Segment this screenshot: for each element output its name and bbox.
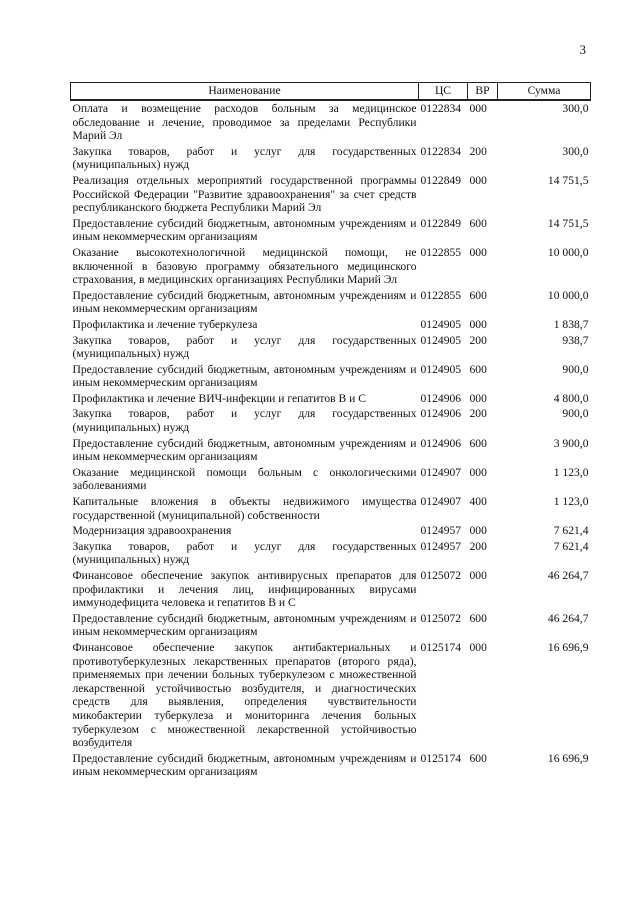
table-row <box>71 436 591 465</box>
row-sum: 16 696,9 <box>547 640 589 654</box>
row-vr: 000 <box>469 245 487 259</box>
row-cs: 0122855 <box>420 288 462 302</box>
row-sum: 10 000,0 <box>547 288 589 302</box>
row-vr: 200 <box>469 539 487 553</box>
table-row <box>71 523 591 539</box>
page-number: 3 <box>579 42 586 57</box>
row-vr: 200 <box>469 407 487 421</box>
row-sum: 16 696,9 <box>547 751 589 765</box>
table-row <box>71 362 591 391</box>
table-row <box>71 317 591 333</box>
row-vr: 600 <box>469 362 487 376</box>
row-vr: 000 <box>469 569 487 582</box>
row-cs: 0124906 <box>420 391 462 405</box>
row-cs: 0124957 <box>420 524 462 538</box>
row-sum: 10 000,0 <box>547 245 589 259</box>
table-row <box>71 406 591 435</box>
row-vr: 000 <box>469 391 487 405</box>
row-cs: 0124907 <box>420 495 462 509</box>
row-name: Профилактика и лечение ВИЧ-инфекции и гепатитов В и С <box>72 391 366 405</box>
row-cs: 0124905 <box>420 333 462 347</box>
row-sum: 1 123,0 <box>553 495 589 509</box>
row-name: Предоставление субсидий бюджетным, автономным учреждениям и иным некоммерческим организациям <box>72 611 417 639</box>
row-sum: 900,0 <box>562 407 589 421</box>
row-name: Предоставление субсидий бюджетным, автономным учреждениям и иным некоммерческим организациям <box>72 288 417 316</box>
row-cs: 0125072 <box>420 569 462 582</box>
table-row <box>71 391 591 407</box>
row-cs: 0124905 <box>420 362 462 376</box>
row-name: Закупка товаров, работ и услуг для государственных (муниципальных) нужд <box>72 539 417 567</box>
budget-table <box>70 82 591 780</box>
row-cs: 0125174 <box>420 640 462 654</box>
row-vr: 600 <box>469 751 487 765</box>
header-sum: Сумма <box>498 83 591 101</box>
header-name: Наименование <box>71 83 419 101</box>
row-sum: 1 838,7 <box>553 317 589 331</box>
row-vr: 000 <box>469 524 487 538</box>
row-cs: 0122834 <box>420 144 462 158</box>
row-sum: 7 621,4 <box>553 524 589 538</box>
row-sum: 46 264,7 <box>547 569 589 582</box>
row-sum: 7 621,4 <box>553 539 589 553</box>
row-cs: 0125072 <box>420 611 462 625</box>
table-row <box>71 494 591 523</box>
table-row <box>71 245 591 288</box>
row-vr: 200 <box>469 144 487 158</box>
row-name: Предоставление субсидий бюджетным, автономным учреждениям и иным некоммерческим организациям <box>72 216 417 244</box>
row-sum: 300,0 <box>562 102 589 115</box>
row-name: Реализация отдельных мероприятий государственной программы Российской Федерации "Развитие здравоохранения" за счет средств республиканского бюджета Республики Марий Эл <box>72 173 417 215</box>
row-cs: 0124905 <box>420 317 462 331</box>
row-name: Оказание высокотехнологичной медицинской помощи, не включенной в базовую программу обязательного медицинского страхования, в медицинских организациях Республики Марий Эл <box>72 245 417 287</box>
row-vr: 000 <box>469 317 487 331</box>
table-row <box>71 640 591 751</box>
row-cs: 0124906 <box>420 407 462 421</box>
table-row <box>71 333 591 362</box>
row-cs: 0122834 <box>420 102 462 115</box>
table-header-row <box>71 83 591 101</box>
row-vr: 600 <box>469 611 487 625</box>
row-name: Капитальные вложения в объекты недвижимого имущества государственной (муниципальной) собственности <box>72 495 417 522</box>
header-vr: ВР <box>468 83 498 101</box>
row-sum: 14 751,5 <box>547 216 589 230</box>
row-name: Финансовое обеспечение закупок антибактериальных и противотуберкулезных лекарственных препаратов (второго ряда), применяемых при лечении больных туберкулезом с множественной лекарственной устойчивостью возбудителя, и диагностических средств для выявления, определения чувствительности микобактерии туберкулеза и мониторинга лечения больных туберкулезом с множественной лекарственной устойчивостью возбудителя <box>72 640 417 750</box>
table-row <box>71 100 591 144</box>
row-name: Предоставление субсидий бюджетным, автономным учреждениям и иным некоммерческим организациям <box>72 362 417 390</box>
table-body <box>71 100 591 780</box>
row-sum: 4 800,0 <box>553 391 589 405</box>
row-vr: 600 <box>469 216 487 230</box>
table-row <box>71 465 591 494</box>
row-vr: 000 <box>469 640 487 654</box>
row-name: Оплата и возмещение расходов больным за медицинское обследование и лечение, проводимое за пределами Республики Марий Эл <box>72 102 417 143</box>
row-cs: 0122849 <box>420 173 462 187</box>
row-cs: 0124906 <box>420 436 462 450</box>
row-name: Предоставление субсидий бюджетным, автономным учреждениям и иным некоммерческим организациям <box>72 751 417 779</box>
row-name: Закупка товаров, работ и услуг для государственных (муниципальных) нужд <box>72 144 417 172</box>
table-row <box>71 144 591 173</box>
table-row <box>71 173 591 216</box>
row-sum: 3 900,0 <box>553 436 589 450</box>
row-vr: 400 <box>469 495 487 509</box>
row-name: Предоставление субсидий бюджетным, автономным учреждениям и иным некоммерческим организациям <box>72 436 417 464</box>
row-cs: 0122849 <box>420 216 462 230</box>
row-cs: 0125174 <box>420 751 462 765</box>
row-vr: 000 <box>469 102 487 115</box>
table-row <box>71 611 591 640</box>
row-sum: 300,0 <box>562 144 589 158</box>
row-cs: 0124907 <box>420 465 462 479</box>
row-name: Закупка товаров, работ и услуг для государственных (муниципальных) нужд <box>72 407 417 435</box>
row-sum: 14 751,5 <box>547 173 589 187</box>
table-row <box>71 539 591 568</box>
table-row <box>71 751 591 780</box>
row-sum: 1 123,0 <box>553 465 589 479</box>
row-vr: 000 <box>469 173 487 187</box>
table-row <box>71 216 591 245</box>
table-row <box>71 288 591 317</box>
table-row <box>71 568 591 611</box>
row-name: Профилактика и лечение туберкулеза <box>72 317 258 331</box>
row-vr: 000 <box>469 465 487 479</box>
row-sum: 938,7 <box>562 333 589 347</box>
row-cs: 0124957 <box>420 539 462 553</box>
row-sum: 900,0 <box>562 362 589 376</box>
row-vr: 200 <box>469 333 487 347</box>
row-name: Финансовое обеспечение закупок антивирусных препаратов для профилактики и лечения лиц, инфицированных вирусами иммунодефицита человека и гепатитов В и С <box>72 569 417 610</box>
row-sum: 46 264,7 <box>547 611 589 625</box>
row-cs: 0122855 <box>420 245 462 259</box>
row-vr: 600 <box>469 288 487 302</box>
row-name: Оказание медицинской помощи больным с онкологическими заболеваниями <box>72 465 417 493</box>
row-vr: 600 <box>469 436 487 450</box>
row-name: Модернизация здравоохранения <box>72 524 232 538</box>
header-cs: ЦС <box>419 83 468 101</box>
row-name: Закупка товаров, работ и услуг для государственных (муниципальных) нужд <box>72 333 417 361</box>
